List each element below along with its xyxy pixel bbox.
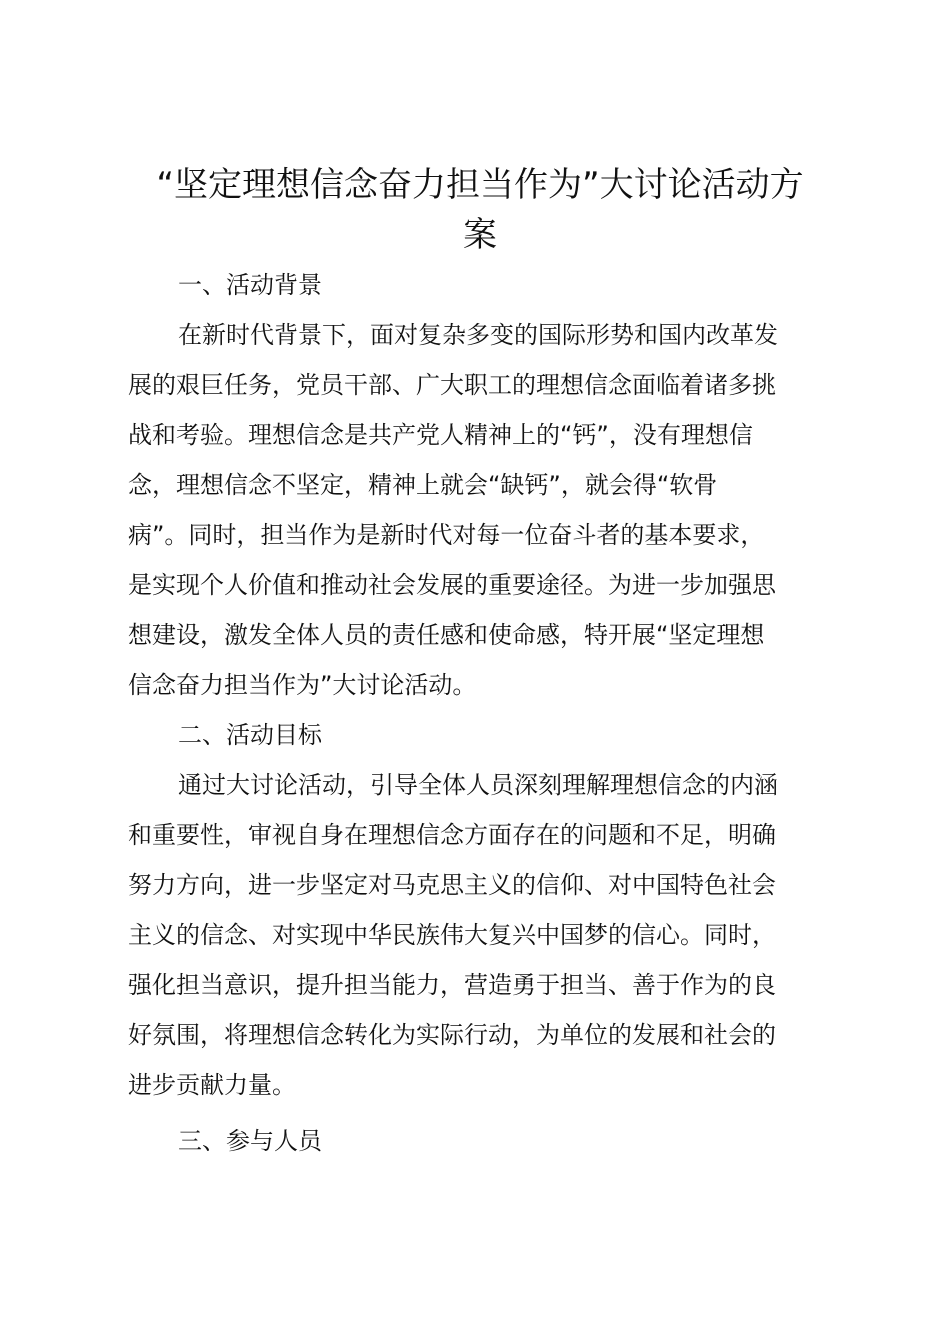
paragraph-line: 想建设，激发全体人员的责任感和使命感，特开展“坚定理想 [128, 621, 765, 649]
document-body [128, 160, 832, 1166]
paragraph-line: 展的艰巨任务，党员干部、广大职工的理想信念面临着诸多挑 [128, 371, 776, 399]
title-line-1: “坚定理想信念奋力担当作为”大讨论活动方 [156, 165, 804, 205]
section-heading-background: 一、活动背景 [178, 271, 322, 299]
paragraph-line: 念，理想信念不坚定，精神上就会“缺钙”，就会得“软骨 [128, 471, 718, 499]
paragraph-line: 和重要性，审视自身在理想信念方面存在的问题和不足，明确 [128, 821, 776, 849]
paragraph-line: 主义的信念、对实现中华民族伟大复兴中国梦的信心。同时， [128, 921, 776, 949]
paragraph-line: 信念奋力担当作为”大讨论活动。 [128, 671, 477, 699]
paragraph-line: 战和考验。理想信念是共产党人精神上的“钙”，没有理想信 [128, 421, 753, 449]
section-paragraph-background [128, 310, 832, 710]
section-heading-goals: 二、活动目标 [178, 721, 322, 749]
document-title [128, 160, 832, 260]
paragraph-line: 是实现个人价值和推动社会发展的重要途径。为进一步加强思 [128, 571, 776, 599]
paragraph-line: 好氛围，将理想信念转化为实际行动，为单位的发展和社会的 [128, 1021, 776, 1049]
paragraph-line: 努力方向，进一步坚定对马克思主义的信仰、对中国特色社会 [128, 871, 776, 899]
paragraph-line: 在新时代背景下，面对复杂多变的国际形势和国内改革发 [178, 321, 778, 349]
section-paragraph-goals [128, 760, 832, 1110]
section-heading-participants: 三、参与人员 [178, 1127, 322, 1155]
paragraph-line: 病”。同时，担当作为是新时代对每一位奋斗者的基本要求， [128, 521, 765, 549]
paragraph-line: 通过大讨论活动，引导全体人员深刻理解理想信念的内涵 [178, 771, 778, 799]
title-line-2: 案 [463, 215, 497, 255]
paragraph-line: 强化担当意识，提升担当能力，营造勇于担当、善于作为的良 [128, 971, 776, 999]
paragraph-line: 进步贡献力量。 [128, 1071, 296, 1099]
